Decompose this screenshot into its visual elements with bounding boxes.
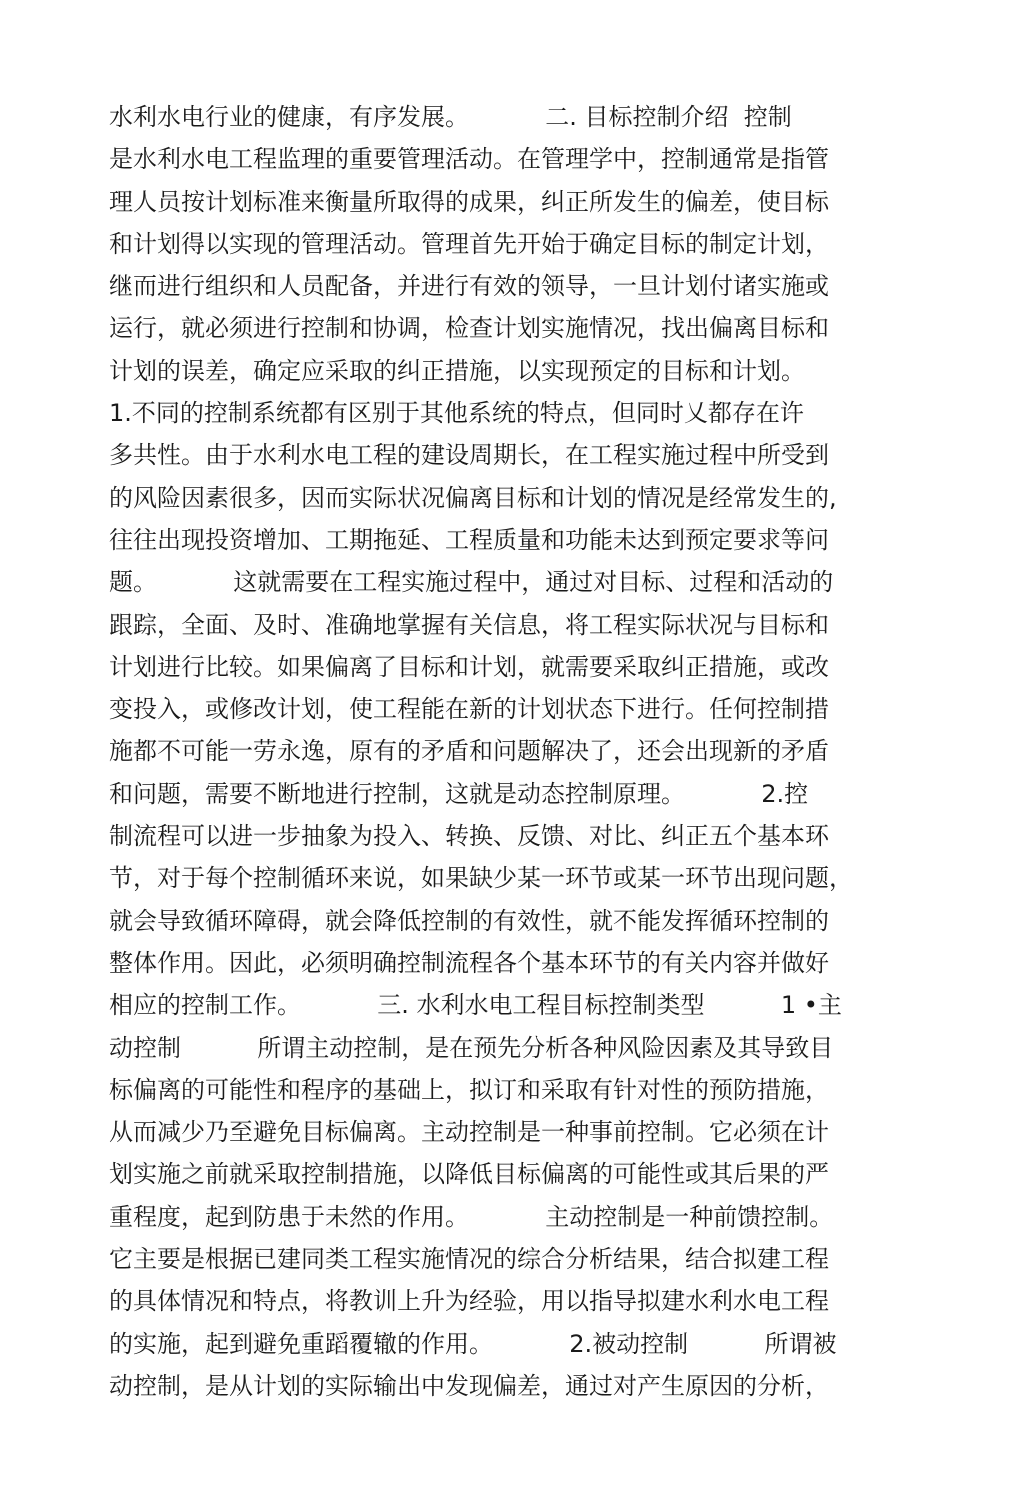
text-line: 是水利水电工程监理的重要管理活动。在管理学中，控制通常是指管: [109, 145, 829, 174]
text-line: 理人员按计划标准来衡量所取得的成果，纠正所发生的偏差，使目标: [109, 187, 829, 216]
text-line: 它主要是根据已建同类工程实施情况的综合分析结果，结合拟建工程: [109, 1245, 829, 1274]
text-line: 标偏离的可能性和程序的基础上，拟订和采取有针对性的预防措施，: [109, 1075, 829, 1104]
text-line: 节，对于每个控制循环来说，如果缺少某一环节或某一环节出现问题，: [109, 864, 853, 893]
text-line: 1.不同的控制系统都有区别于其他系统的特点，但同时乂都存在许: [109, 399, 804, 428]
text-line: 的具体情况和特点，将教训上升为经验，用以指导拟建水利水电工程: [109, 1287, 829, 1316]
text-line: 的风险因素很多，因而实际状况偏离目标和计划的情况是经常发生的,: [109, 483, 837, 512]
body-text: [109, 96, 909, 1407]
text-line: 计划进行比较。如果偏离了目标和计划，就需要采取纠正措施，或改: [109, 652, 829, 681]
text-line: 的实施，起到避免重蹈覆辙的作用。 2.被动控制 所谓被: [109, 1329, 837, 1358]
text-line: 动控制，是从计划的实际输出中发现偏差，通过对产生原因的分析，: [109, 1371, 829, 1400]
text-line: 往往出现投资增加、工期拖延、工程质量和功能未达到预定要求等问: [109, 525, 829, 554]
text-line: 继而进行组织和人员配备，并进行有效的领导，一旦计划付诸实施或: [109, 272, 829, 301]
text-line: 整体作用。因此，必须明确控制流程各个基本环节的有关内容并做好: [109, 948, 829, 977]
text-line: 从而减少乃至避免目标偏离。主动控制是一种事前控制。它必须在计: [109, 1118, 829, 1147]
text-line: 运行，就必须进行控制和协调，检查计划实施情况，找出偏离目标和: [109, 314, 829, 343]
text-line: 跟踪，全面、及时、准确地掌握有关信息，将工程实际状况与目标和: [109, 610, 829, 639]
text-line: 动控制 所谓主动控制，是在预先分析各种风险因素及其导致目: [109, 1033, 834, 1062]
text-line: 水利水电行业的健康，有序发展。 二. 目标控制介绍 控制: [109, 103, 792, 131]
text-line: 变投入，或修改计划，使工程能在新的计划状态下进行。任何控制措: [109, 695, 829, 724]
text-line: 和计划得以实现的管理活动。管理首先开始于确定目标的制定计划，: [109, 229, 829, 258]
text-line: 重程度，起到防患于未然的作用。 主动控制是一种前馈控制。: [109, 1202, 834, 1231]
text-line: 就会导致循环障碍，就会降低控制的有效性，就不能发挥循环控制的: [109, 906, 829, 935]
text-line: 划实施之前就采取控制措施，以降低目标偏离的可能性或其后果的严: [109, 1160, 829, 1189]
text-line: 题。 这就需要在工程实施过程中，通过对目标、过程和活动的: [109, 568, 834, 597]
text-line: 施都不可能一劳永逸，原有的矛盾和问题解决了，还会出现新的矛盾: [109, 737, 829, 766]
text-line: 和问题，需要不断地进行控制，这就是动态控制原理。 2.控: [109, 779, 809, 808]
text-line: 制流程可以进一步抽象为投入、转换、反馈、对比、纠正五个基本环: [109, 822, 829, 851]
text-line: 多共性。由于水利水电工程的建设周期长，在工程实施过程中所受到: [109, 441, 829, 470]
text-line: 相应的控制工作。 三. 水利水电工程目标控制类型 1 •主: [109, 991, 842, 1020]
text-line: 计划的误差，确定应采取的纠正措施，以实现预定的目标和计划。: [109, 356, 805, 385]
